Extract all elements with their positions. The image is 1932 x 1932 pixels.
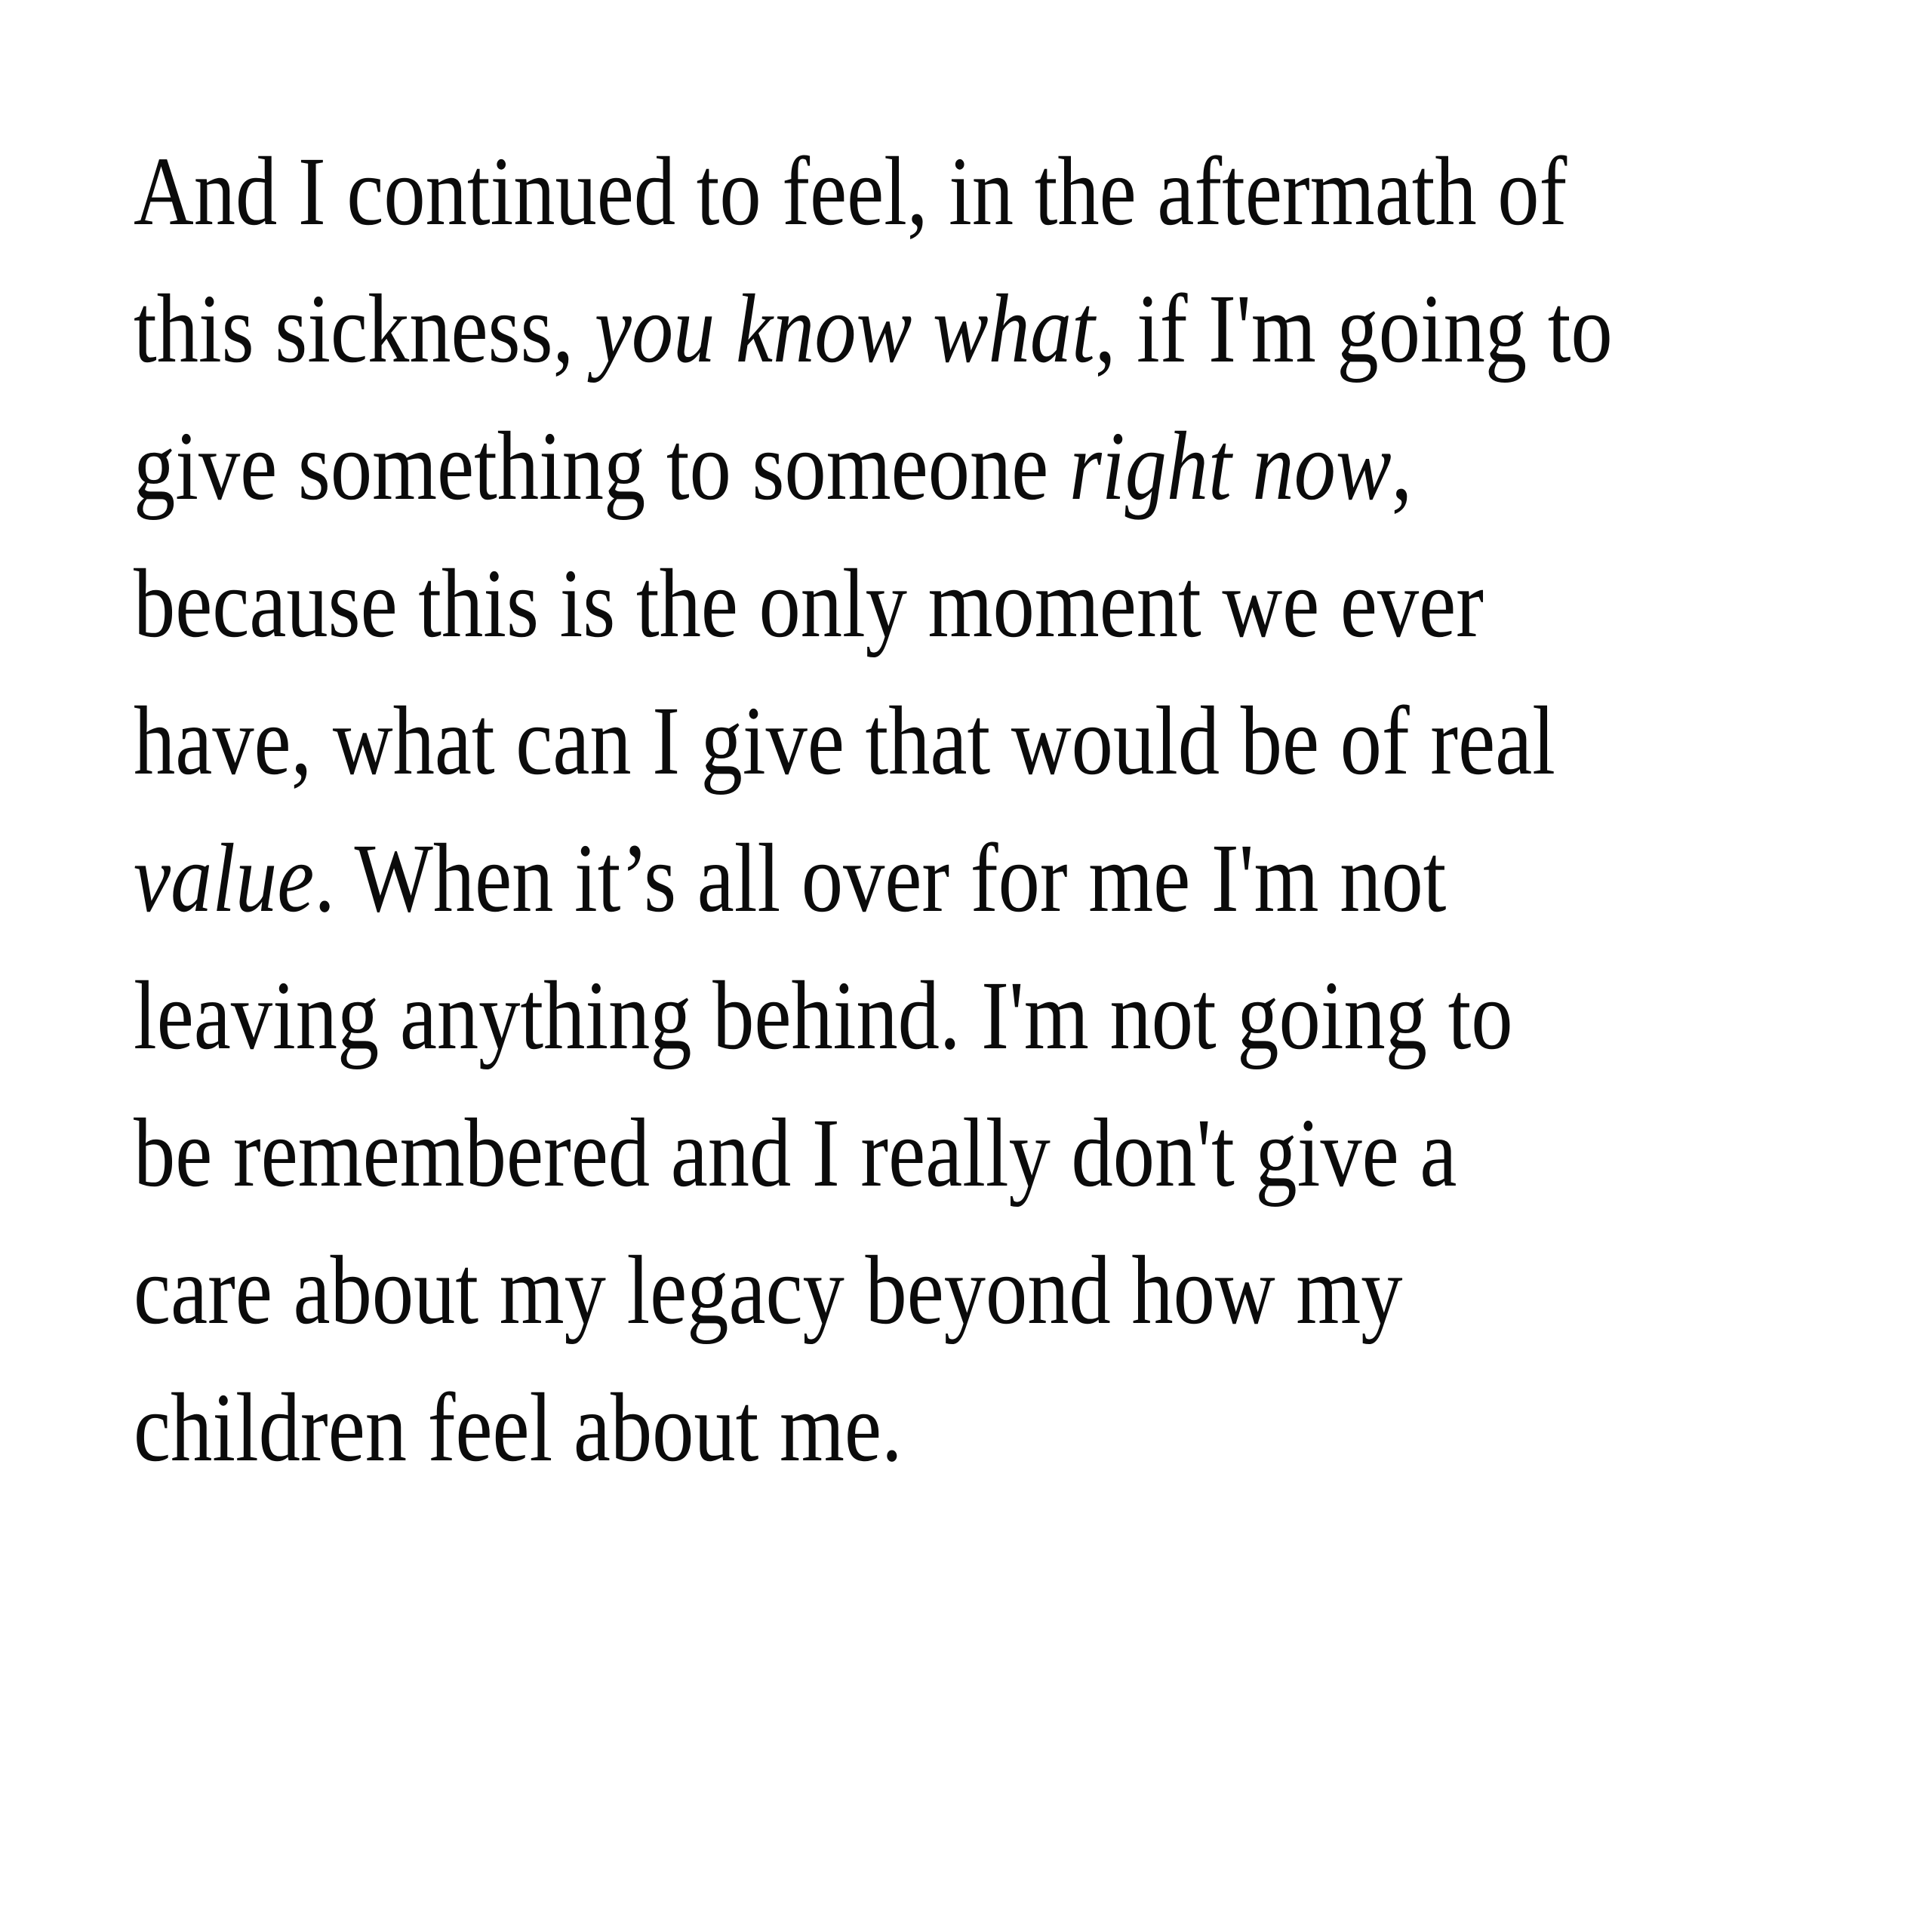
quote-text-segment: care about my legacy beyond how my — [134, 1236, 1403, 1345]
quote-line — [134, 260, 1613, 398]
quote-line — [134, 672, 1613, 810]
quote-line — [134, 398, 1613, 535]
quote-text-segment: have, what can I give that would be of real — [134, 687, 1555, 795]
quote-italic-segment: you know what — [594, 275, 1095, 383]
quote-line — [134, 810, 1613, 947]
quote-text-segment: , if I'm going to — [1094, 275, 1613, 383]
quote-text-segment: because this is the only moment we ever — [134, 549, 1484, 658]
quote-text-segment: this sickness, — [134, 275, 595, 383]
quote-text-segment: . When it’s all over for me I'm not — [314, 824, 1447, 933]
quote-line — [134, 123, 1613, 260]
quote-text-segment: be remembered and I really don't give a — [134, 1099, 1457, 1208]
quote-text-segment: And I continued to feel, in the aftermath of — [134, 137, 1567, 246]
quote-text-segment: , — [1391, 412, 1413, 521]
quote-italic-segment: value — [134, 824, 315, 933]
quote-block — [134, 123, 1613, 1497]
quote-line — [134, 1359, 1613, 1497]
quote-line — [134, 1222, 1613, 1359]
quote-text-segment: children feel about me. — [134, 1374, 903, 1482]
quote-line — [134, 947, 1613, 1084]
quote-text-segment: leaving anything behind. I'm not going to — [134, 961, 1513, 1070]
quote-text-segment: give something to someone — [134, 412, 1069, 521]
quote-line — [134, 1084, 1613, 1222]
quote-italic-segment: right now — [1069, 412, 1392, 521]
quote-line — [134, 535, 1613, 672]
